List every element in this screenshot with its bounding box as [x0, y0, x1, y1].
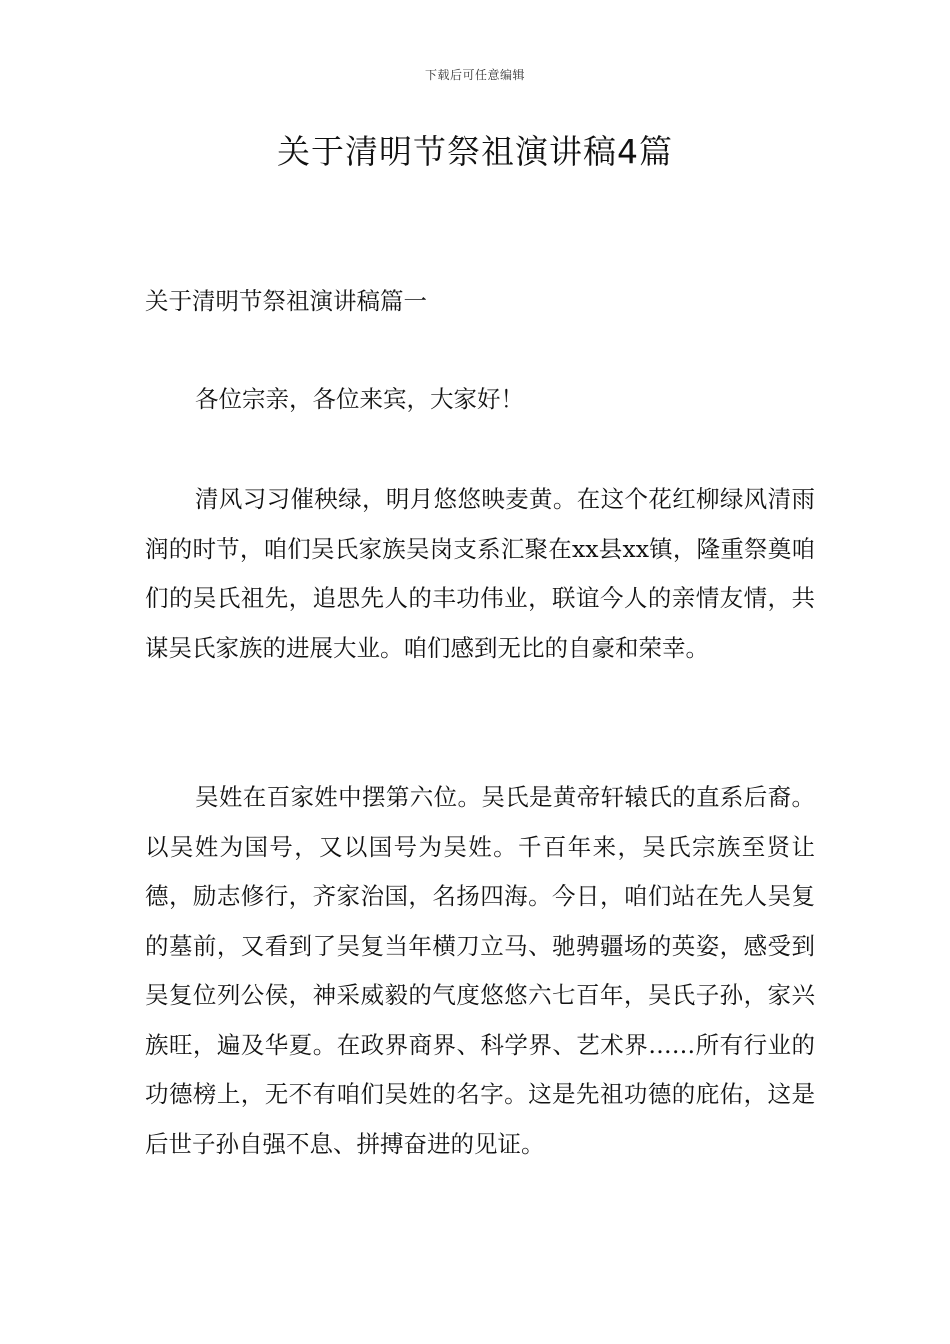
document-title: 关于清明节祭祖演讲稿4篇	[277, 132, 673, 171]
header-note: 下载后可任意编辑	[424, 68, 525, 82]
salutation: 各位宗亲，各位来宾，大家好！	[195, 385, 524, 413]
paragraph-1: 清风习习催秧绿，明月悠悠映麦黄。在这个花红柳绿风清雨润的时节，咱们吴氏家族吴岗支系汇聚在xx县xx镇，隆重祭奠咱们的吴氏祖先，追思先人的丰功伟业，联谊今人的亲情友情，共谋吴氏家族的进展大业。咱们感到无比的自豪和荣幸。	[145, 485, 815, 662]
section-heading: 关于清明节祭祖演讲稿篇一	[145, 287, 427, 315]
paragraph-2: 吴姓在百家姓中摆第六位。吴氏是黄帝轩辕氏的直系后裔。以吴姓为国号，又以国号为吴姓。千百年来，吴氏宗族至贤让德，励志修行，齐家治国，名扬四海。今日，咱们站在先人吴复的墓前，又看到了吴复当年横刀立马、驰骋疆场的英姿，感受到吴复位列公侯，神采威毅的气度悠悠六七百年，吴氏子孙，家兴族旺，遍及华夏。在政界商界、科学界、艺术界……所有行业的功德榜上，无不有咱们吴姓的名字。这是先祖功德的庇佑，这是后世子孙自强不息、拼搏奋进的见证。	[145, 783, 815, 1158]
